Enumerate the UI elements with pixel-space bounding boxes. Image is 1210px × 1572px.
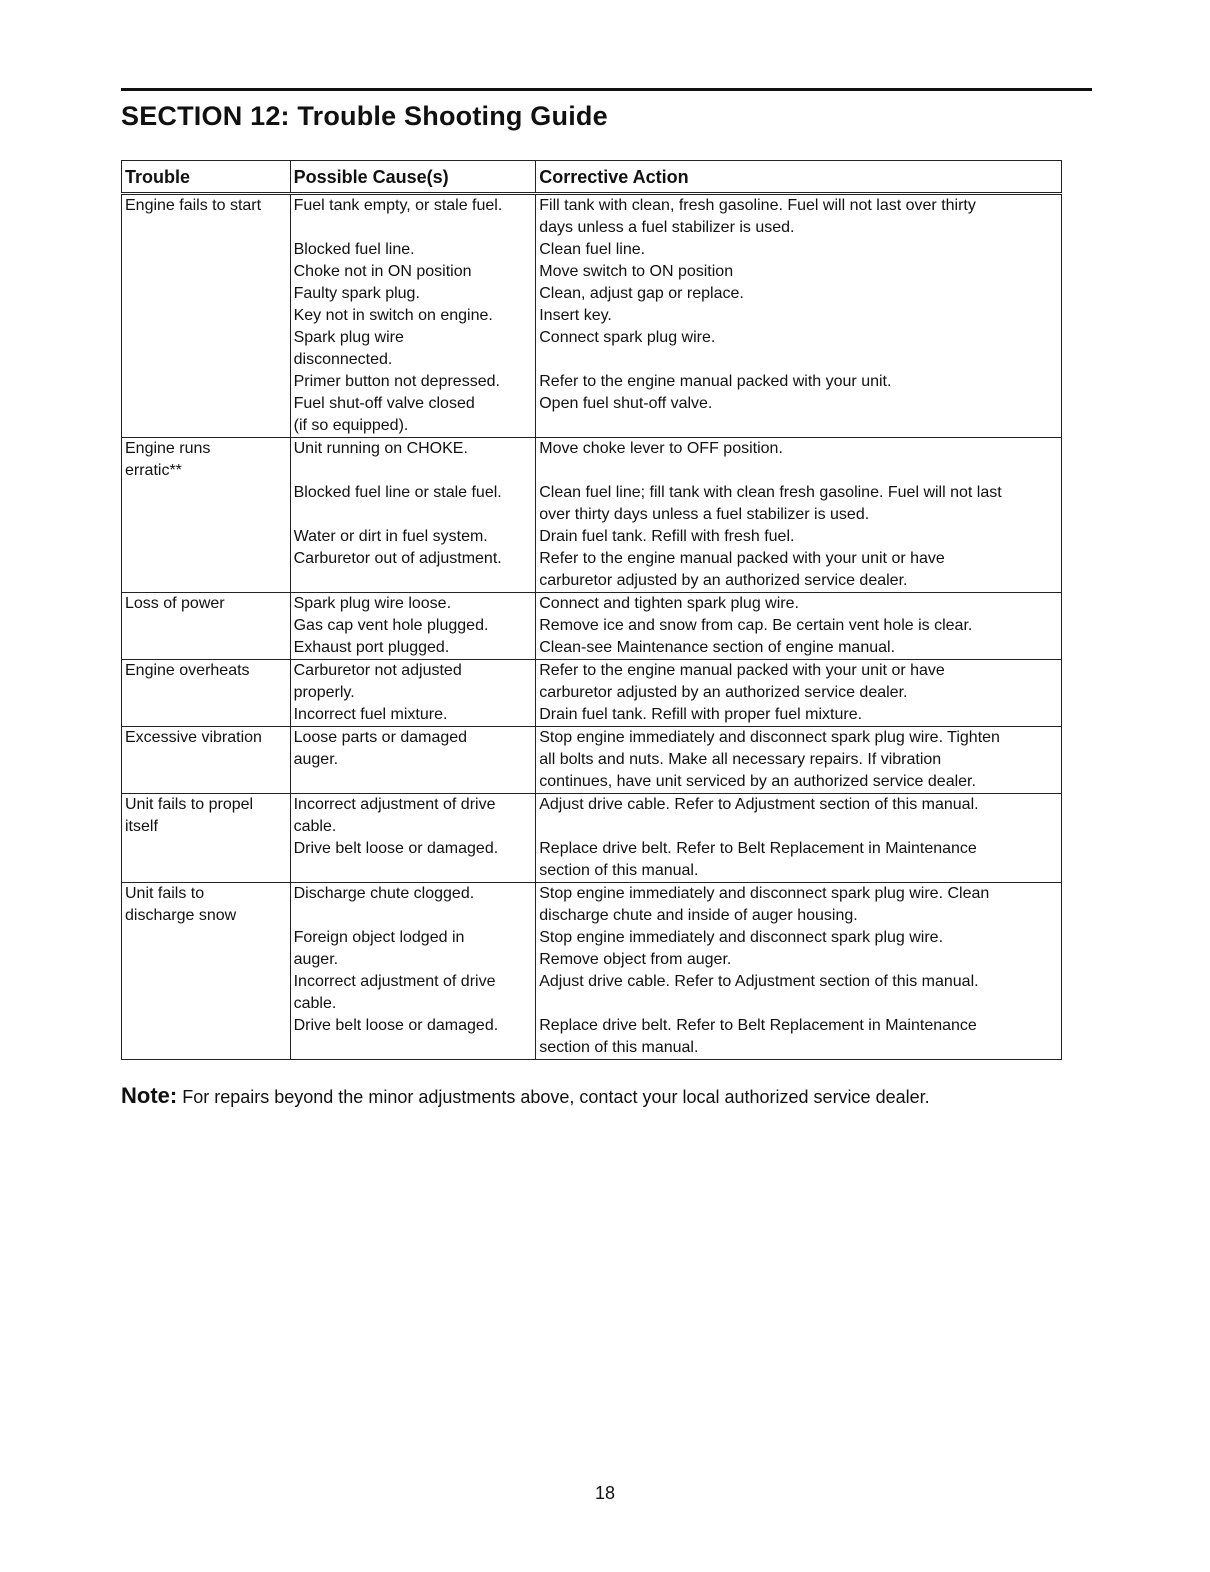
trouble-cell: [122, 261, 291, 283]
trouble-cell: [122, 283, 291, 305]
cause-line: Gas cap vent hole plugged.: [293, 617, 489, 634]
table-row: [122, 239, 1062, 261]
action-line: days unless a fuel stabilizer is used.: [539, 219, 795, 236]
action-cell: [536, 526, 1062, 548]
action-line: section of this manual.: [539, 862, 699, 879]
trouble-cell: [122, 727, 291, 794]
trouble-cell: [122, 883, 291, 928]
cause-cell: [290, 482, 536, 526]
cause-line: Spark plug wire: [293, 329, 404, 346]
action-line: Move choke lever to OFF position.: [539, 440, 783, 457]
action-cell: [536, 371, 1062, 393]
cause-cell: [290, 971, 536, 1015]
action-line: Replace drive belt. Refer to Belt Replacement in Maintenance: [539, 840, 977, 857]
cause-line: disconnected.: [293, 351, 393, 368]
action-cell: [536, 927, 1062, 971]
cause-cell: [290, 593, 536, 616]
table-row: [122, 548, 1062, 593]
action-line: Open fuel shut-off valve.: [539, 395, 713, 412]
trouble-cell: [122, 327, 291, 371]
cause-line: Spark plug wire loose.: [293, 595, 452, 612]
trouble-shooting-table: [121, 160, 1062, 1060]
action-line: Stop engine immediately and disconnect spark plug wire.: [539, 929, 944, 946]
cause-line: (if so equipped).: [293, 417, 409, 434]
table-row: [122, 482, 1062, 526]
cause-cell: [290, 927, 536, 971]
cause-cell: [290, 194, 536, 240]
trouble-cell: [122, 548, 291, 593]
note-text: For repairs beyond the minor adjustments above, contact your local authorized service dealer.: [177, 1087, 930, 1107]
trouble-line: erratic**: [125, 462, 182, 479]
action-line: carburetor adjusted by an authorized service dealer.: [539, 684, 908, 701]
cause-line: Foreign object lodged in: [293, 929, 465, 946]
action-cell: [536, 393, 1062, 438]
cause-line: Drive belt loose or damaged.: [293, 840, 499, 857]
cause-line: Unit running on CHOKE.: [293, 440, 468, 457]
table-row: [122, 438, 1062, 483]
action-cell: [536, 637, 1062, 660]
action-line: Move switch to ON position: [539, 263, 734, 280]
cause-line: Blocked fuel line.: [293, 241, 415, 258]
table-row: [122, 283, 1062, 305]
table-row: [122, 593, 1062, 616]
cause-line: Fuel tank empty, or stale fuel.: [293, 197, 503, 214]
action-cell: [536, 194, 1062, 240]
action-line: Drain fuel tank. Refill with proper fuel mixture.: [539, 706, 863, 723]
action-line: Clean, adjust gap or replace.: [539, 285, 744, 302]
cause-line: cable.: [293, 818, 337, 835]
header-possible-causes: Possible Cause(s): [290, 161, 536, 194]
trouble-cell: [122, 704, 291, 727]
note: [121, 1083, 930, 1109]
action-cell: [536, 838, 1062, 883]
cause-cell: [290, 883, 536, 928]
action-line: Connect spark plug wire.: [539, 329, 716, 346]
action-line: Adjust drive cable. Refer to Adjustment section of this manual.: [539, 796, 979, 813]
action-cell: [536, 261, 1062, 283]
table-row: [122, 261, 1062, 283]
cause-cell: [290, 615, 536, 637]
table-row: [122, 971, 1062, 1015]
cause-line: properly.: [293, 684, 355, 701]
table-row: [122, 371, 1062, 393]
cause-line: Loose parts or damaged: [293, 729, 468, 746]
note-label: Note:: [121, 1083, 178, 1108]
action-line: section of this manual.: [539, 1039, 699, 1056]
table-row: [122, 794, 1062, 839]
action-line: Clean fuel line.: [539, 241, 646, 258]
action-line: Clean-see Maintenance section of engine manual.: [539, 639, 896, 656]
action-line: carburetor adjusted by an authorized service dealer.: [539, 572, 908, 589]
header-trouble: Trouble: [122, 161, 291, 194]
action-cell: [536, 660, 1062, 705]
table-row: [122, 838, 1062, 883]
page-title: SECTION 12: Trouble Shooting Guide: [121, 101, 608, 131]
cause-line: Carburetor not adjusted: [293, 662, 462, 679]
trouble-cell: [122, 660, 291, 705]
cause-cell: [290, 261, 536, 283]
cause-cell: [290, 704, 536, 727]
trouble-line: Unit fails to propel: [125, 796, 254, 813]
trouble-cell: [122, 927, 291, 971]
table-row: [122, 637, 1062, 660]
action-line: Remove object from auger.: [539, 951, 732, 968]
table-row: [122, 327, 1062, 371]
table-row: [122, 927, 1062, 971]
cause-cell: [290, 548, 536, 593]
action-line: Refer to the engine manual packed with your unit or have: [539, 550, 945, 567]
cause-cell: [290, 283, 536, 305]
action-line: Remove ice and snow from cap. Be certain vent hole is clear.: [539, 617, 973, 634]
cause-line: Blocked fuel line or stale fuel.: [293, 484, 502, 501]
cause-cell: [290, 371, 536, 393]
table-row: [122, 194, 1062, 240]
cause-line: cable.: [293, 995, 337, 1012]
action-line: Stop engine immediately and disconnect spark plug wire. Clean: [539, 885, 990, 902]
trouble-cell: [122, 482, 291, 526]
action-cell: [536, 548, 1062, 593]
action-line: Refer to the engine manual packed with your unit.: [539, 373, 892, 390]
cause-line: Carburetor out of adjustment.: [293, 550, 502, 567]
trouble-cell: [122, 194, 291, 240]
table-body: [122, 194, 1062, 1060]
cause-line: Incorrect fuel mixture.: [293, 706, 448, 723]
action-cell: [536, 971, 1062, 1015]
cause-line: Primer button not depressed.: [293, 373, 500, 390]
cause-cell: [290, 438, 536, 483]
header-corrective-action: Corrective Action: [536, 161, 1062, 194]
action-line: over thirty days unless a fuel stabilizer is used.: [539, 506, 870, 523]
cause-line: Incorrect adjustment of drive: [293, 973, 496, 990]
trouble-line: Engine runs: [125, 440, 211, 457]
trouble-cell: [122, 637, 291, 660]
cause-cell: [290, 660, 536, 705]
cause-cell: [290, 305, 536, 327]
page-number: 18: [594, 1483, 616, 1503]
trouble-line: Unit fails to: [125, 885, 205, 902]
action-cell: [536, 305, 1062, 327]
action-cell: [536, 727, 1062, 794]
action-line: continues, have unit serviced by an authorized service dealer.: [539, 773, 976, 790]
cause-line: Choke not in ON position: [293, 263, 472, 280]
table-row: [122, 526, 1062, 548]
trouble-cell: [122, 593, 291, 616]
table-row: [122, 883, 1062, 928]
action-cell: [536, 593, 1062, 616]
action-line: all bolts and nuts. Make all necessary repairs. If vibration: [539, 751, 942, 768]
action-cell: [536, 438, 1062, 483]
cause-line: Discharge chute clogged.: [293, 885, 475, 902]
trouble-line: discharge snow: [125, 907, 237, 924]
table-row: [122, 727, 1062, 794]
cause-line: Incorrect adjustment of drive: [293, 796, 496, 813]
trouble-line: Excessive vibration: [125, 729, 262, 746]
action-line: Clean fuel line; fill tank with clean fresh gasoline. Fuel will not last: [539, 484, 1002, 501]
action-cell: [536, 883, 1062, 928]
action-cell: [536, 794, 1062, 839]
action-cell: [536, 704, 1062, 727]
trouble-cell: [122, 393, 291, 438]
cause-line: Water or dirt in fuel system.: [293, 528, 488, 545]
action-line: Adjust drive cable. Refer to Adjustment section of this manual.: [539, 973, 979, 990]
trouble-cell: [122, 838, 291, 883]
trouble-cell: [122, 794, 291, 839]
action-line: Connect and tighten spark plug wire.: [539, 595, 799, 612]
trouble-cell: [122, 526, 291, 548]
action-line: Fill tank with clean, fresh gasoline. Fuel will not last over thirty: [539, 197, 976, 214]
trouble-line: Loss of power: [125, 595, 225, 612]
table-row: [122, 1015, 1062, 1060]
trouble-cell: [122, 305, 291, 327]
action-line: Refer to the engine manual packed with your unit or have: [539, 662, 945, 679]
cause-cell: [290, 239, 536, 261]
action-cell: [536, 482, 1062, 526]
cause-cell: [290, 327, 536, 371]
cause-cell: [290, 637, 536, 660]
trouble-cell: [122, 615, 291, 637]
cause-line: Fuel shut-off valve closed: [293, 395, 475, 412]
table-header-row: [122, 161, 1062, 194]
trouble-cell: [122, 1015, 291, 1060]
trouble-cell: [122, 438, 291, 483]
cause-cell: [290, 838, 536, 883]
action-cell: [536, 1015, 1062, 1060]
cause-cell: [290, 727, 536, 794]
table-row: [122, 305, 1062, 327]
cause-cell: [290, 526, 536, 548]
table-row: [122, 615, 1062, 637]
cause-cell: [290, 393, 536, 438]
cause-line: Faulty spark plug.: [293, 285, 420, 302]
action-cell: [536, 239, 1062, 261]
action-cell: [536, 327, 1062, 371]
trouble-line: Engine overheats: [125, 662, 250, 679]
trouble-cell: [122, 971, 291, 1015]
cause-line: Drive belt loose or damaged.: [293, 1017, 499, 1034]
top-rule: [121, 88, 1092, 91]
action-line: Insert key.: [539, 307, 612, 324]
cause-cell: [290, 794, 536, 839]
table-row: [122, 660, 1062, 705]
action-cell: [536, 615, 1062, 637]
cause-line: Exhaust port plugged.: [293, 639, 450, 656]
trouble-cell: [122, 239, 291, 261]
cause-line: auger.: [293, 751, 339, 768]
cause-cell: [290, 1015, 536, 1060]
trouble-line: Engine fails to start: [125, 197, 262, 214]
action-line: discharge chute and inside of auger housing.: [539, 907, 858, 924]
table-row: [122, 393, 1062, 438]
cause-line: Key not in switch on engine.: [293, 307, 493, 324]
trouble-cell: [122, 371, 291, 393]
action-line: Replace drive belt. Refer to Belt Replacement in Maintenance: [539, 1017, 977, 1034]
cause-line: auger.: [293, 951, 339, 968]
trouble-line: itself: [125, 818, 158, 835]
action-cell: [536, 283, 1062, 305]
table-row: [122, 704, 1062, 727]
action-line: Stop engine immediately and disconnect spark plug wire. Tighten: [539, 729, 1000, 746]
action-line: Drain fuel tank. Refill with fresh fuel.: [539, 528, 795, 545]
